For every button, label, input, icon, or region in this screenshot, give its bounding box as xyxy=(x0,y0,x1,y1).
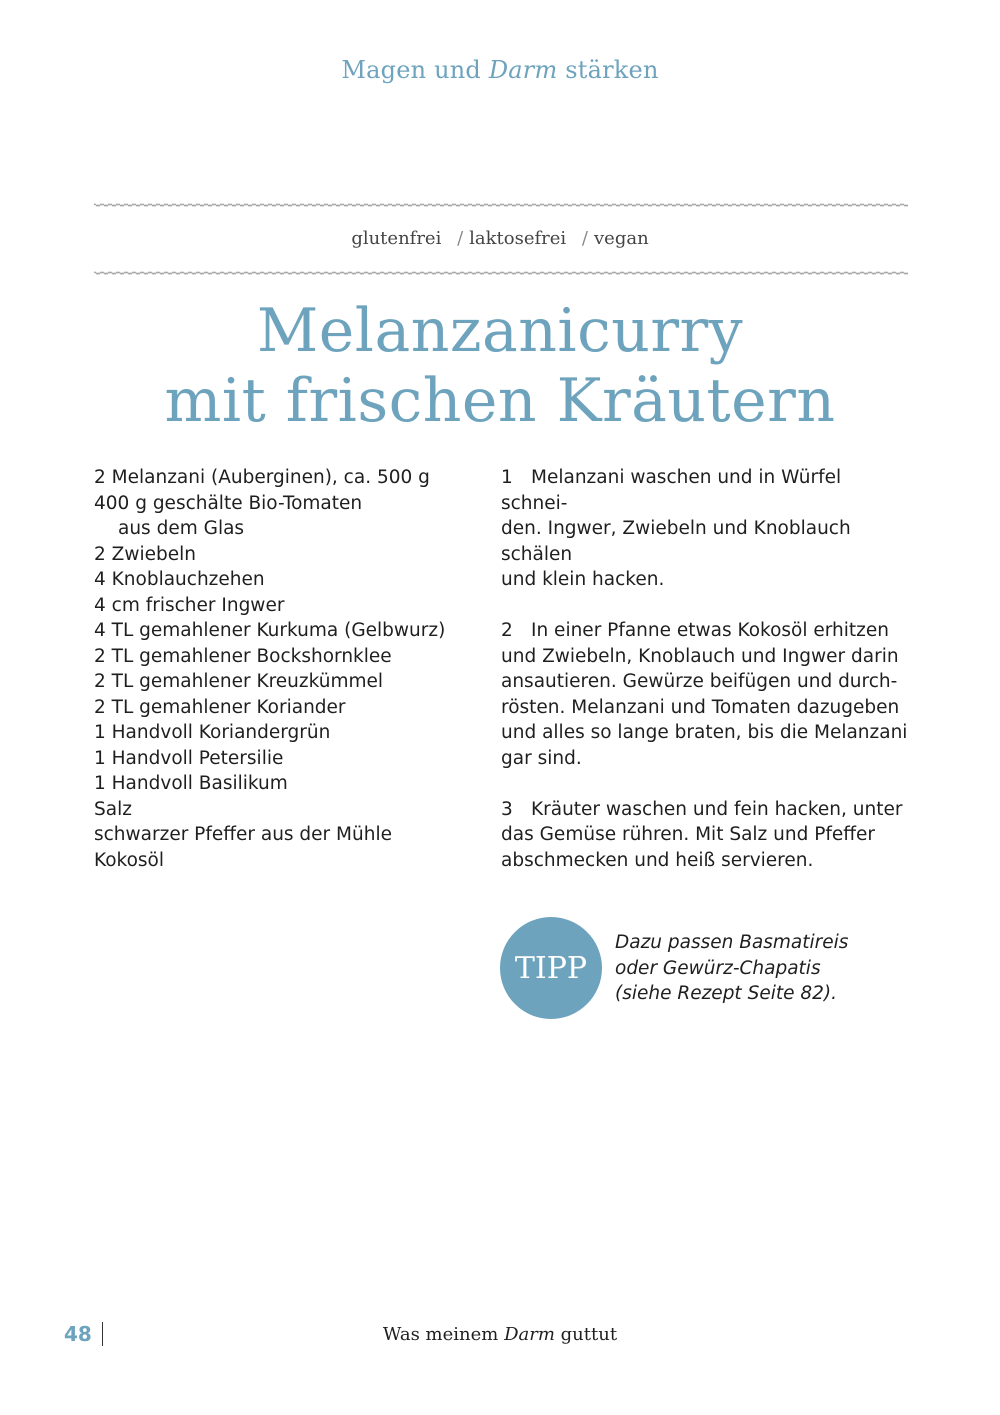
tipp-badge: TIPP xyxy=(500,917,602,1019)
recipe-title-line1: Melanzanicurry xyxy=(256,296,744,366)
wavy-divider-bottom xyxy=(94,270,908,276)
step-number: 3 xyxy=(501,798,513,820)
tipp-text-line: Dazu passen Basmatireis xyxy=(615,932,849,953)
step-number: 2 xyxy=(501,620,513,641)
recipe-title xyxy=(0,296,1000,436)
step-1 xyxy=(501,465,911,593)
step-2 xyxy=(501,618,911,771)
ingredient-item: 2 TL gemahlener Kreuzkümmel xyxy=(94,671,384,692)
step-text-line: den. Ingwer, Zwiebeln und Knoblauch schälen xyxy=(501,518,851,565)
step-text-line: abschmecken und heiß servieren. xyxy=(501,849,814,871)
step-text-line: das Gemüse rühren. Mit Salz und Pfeffer xyxy=(501,824,875,845)
ingredient-item: Kokosöl xyxy=(94,849,164,871)
step-text-line: In einer Pfanne etwas Kokosöl erhitzen xyxy=(531,620,889,641)
section-header-part3: stärken xyxy=(565,56,659,84)
step-text-line: ansautieren. Gewürze beifügen und durch- xyxy=(501,671,898,692)
ingredient-item: 4 cm frischer Ingwer xyxy=(94,594,285,616)
wavy-divider-top xyxy=(94,202,908,208)
ingredient-item: 1 Handvoll Basilikum xyxy=(94,773,288,794)
ingredient-item: schwarzer Pfeffer aus der Mühle xyxy=(94,824,392,845)
tag-glutenfrei: glutenfrei xyxy=(351,228,442,249)
step-text-line: rösten. Melanzani und Tomaten dazugeben xyxy=(501,696,900,718)
ingredient-list xyxy=(94,465,484,873)
tag-vegan: vegan xyxy=(594,228,649,249)
ingredient-item: 2 Melanzani (Auberginen), ca. 500 g xyxy=(94,467,430,488)
footer-title-part2: Darm xyxy=(504,1324,555,1345)
step-text-line: gar sind. xyxy=(501,747,582,769)
footer-title-part1: Was meinem xyxy=(382,1324,499,1345)
ingredient-item: 4 Knoblauchzehen xyxy=(94,569,265,590)
page-number: 48 xyxy=(64,1322,92,1346)
section-header xyxy=(0,56,1000,84)
diet-tags xyxy=(0,228,1000,249)
section-header-part1: Magen und xyxy=(341,56,481,84)
tag-separator: / xyxy=(457,228,464,249)
tipp-text-line: (siehe Rezept Seite 82). xyxy=(615,983,837,1004)
tipp-text-line: oder Gewürz-Chapatis xyxy=(615,957,821,979)
step-3 xyxy=(501,797,911,874)
ingredient-item: 2 TL gemahlener Koriander xyxy=(94,696,346,718)
ingredient-item: 2 TL gemahlener Bockshornklee xyxy=(94,645,392,667)
tipp-text xyxy=(615,930,875,1007)
ingredient-item: 1 Handvoll Koriandergrün xyxy=(94,722,331,743)
section-header-part2: Darm xyxy=(488,56,558,84)
footer-book-title xyxy=(0,1324,1000,1345)
footer-title-part3: guttut xyxy=(560,1324,618,1345)
step-text-line: Melanzani waschen und in Würfel schnei- xyxy=(501,467,842,514)
ingredient-item: 400 g geschälte Bio-Tomaten xyxy=(94,492,363,514)
ingredient-item: 1 Handvoll Petersilie xyxy=(94,747,284,769)
ingredient-item: 2 Zwiebeln xyxy=(94,543,196,565)
step-text-line: und alles so lange braten, bis die Melanzani xyxy=(501,722,908,743)
recipe-title-line2: mit frischen Kräutern xyxy=(164,366,836,436)
ingredient-item: 4 TL gemahlener Kurkuma (Gelbwurz) xyxy=(94,620,446,641)
tag-laktosefrei: laktosefrei xyxy=(469,228,567,249)
ingredient-item-continuation: aus dem Glas xyxy=(118,518,245,539)
step-text-line: und Zwiebeln, Knoblauch und Ingwer darin xyxy=(501,645,899,667)
step-text-line: und klein hacken. xyxy=(501,569,665,590)
step-text-line: Kräuter waschen und fein hacken, unter xyxy=(531,798,903,820)
step-number: 1 xyxy=(501,467,513,488)
tag-separator: / xyxy=(581,228,588,249)
preparation-steps xyxy=(501,465,911,899)
ingredient-item: Salz xyxy=(94,798,132,820)
